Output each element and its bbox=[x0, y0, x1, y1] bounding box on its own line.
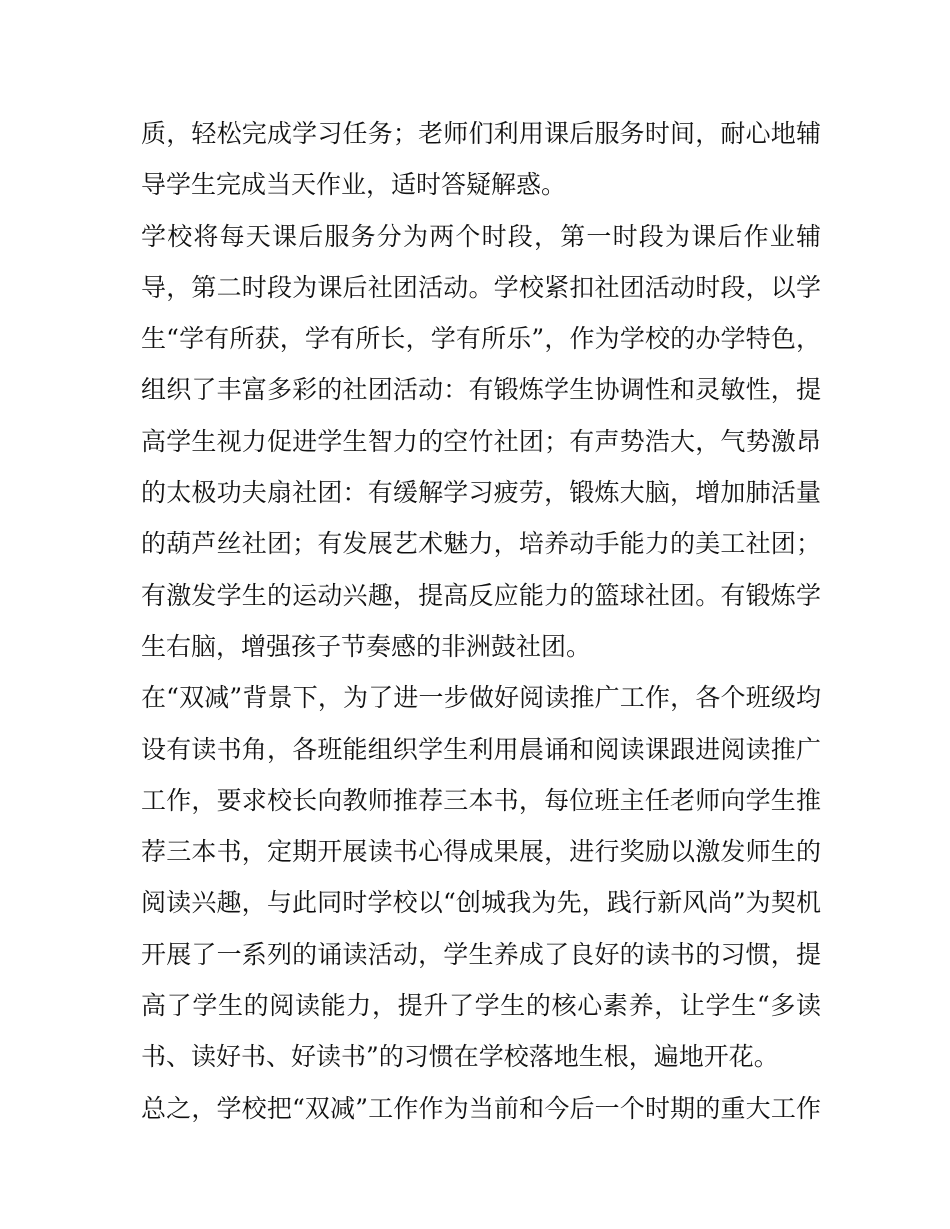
text-line: 生“学有所获，学有所长，学有所乐”，作为学校的办学特色， bbox=[141, 324, 821, 354]
text-line: 有激发学生的运动兴趣，提高反应能力的篮球社团。有锻炼学 bbox=[141, 580, 821, 610]
text-line: 在“双减”背景下，为了进一步做好阅读推广工作，各个班级均 bbox=[141, 683, 821, 713]
text-line: 荐三本书，定期开展读书心得成果展，进行奖励以激发师生的 bbox=[141, 837, 821, 867]
text-line: 高了学生的阅读能力，提升了学生的核心素养，让学生“多读 bbox=[141, 991, 821, 1021]
text-line: 阅读兴趣，与此同时学校以“创城我为先，践行新风尚”为契机 bbox=[141, 888, 821, 918]
text-line: 导学生完成当天作业，适时答疑解惑。 bbox=[141, 170, 567, 200]
text-line: 的太极功夫扇社团：有缓解学习疲劳，锻炼大脑，增加肺活量 bbox=[141, 478, 821, 508]
text-line: 工作，要求校长向教师推荐三本书，每位班主任老师向学生推 bbox=[141, 785, 821, 815]
body-text bbox=[141, 108, 821, 1134]
text-line: 开展了一系列的诵读活动，学生养成了良好的读书的习惯，提 bbox=[141, 939, 821, 969]
text-line: 高学生视力促进学生智力的空竹社团；有声势浩大，气势激昂 bbox=[141, 426, 821, 456]
text-line: 设有读书角，各班能组织学生利用晨诵和阅读课跟进阅读推广 bbox=[141, 734, 821, 764]
text-line: 学校将每天课后服务分为两个时段，第一时段为课后作业辅 bbox=[141, 221, 821, 251]
text-line: 组织了丰富多彩的社团活动：有锻炼学生协调性和灵敏性，提 bbox=[141, 375, 821, 405]
text-line: 质，轻松完成学习任务；老师们利用课后服务时间，耐心地辅 bbox=[141, 119, 821, 148]
text-line: 总之，学校把“双减”工作作为当前和今后一个时期的重大工作 bbox=[141, 1093, 821, 1123]
text-line: 导，第二时段为课后社团活动。学校紧扣社团活动时段，以学 bbox=[141, 272, 821, 302]
text-line: 生右脑，增强孩子节奏感的非洲鼓社团。 bbox=[141, 631, 592, 661]
text-line: 的葫芦丝社团；有发展艺术魅力，培养动手能力的美工社团； bbox=[141, 529, 821, 559]
text-line: 书、读好书、好读书”的习惯在学校落地生根，遍地开花。 bbox=[141, 1042, 779, 1072]
